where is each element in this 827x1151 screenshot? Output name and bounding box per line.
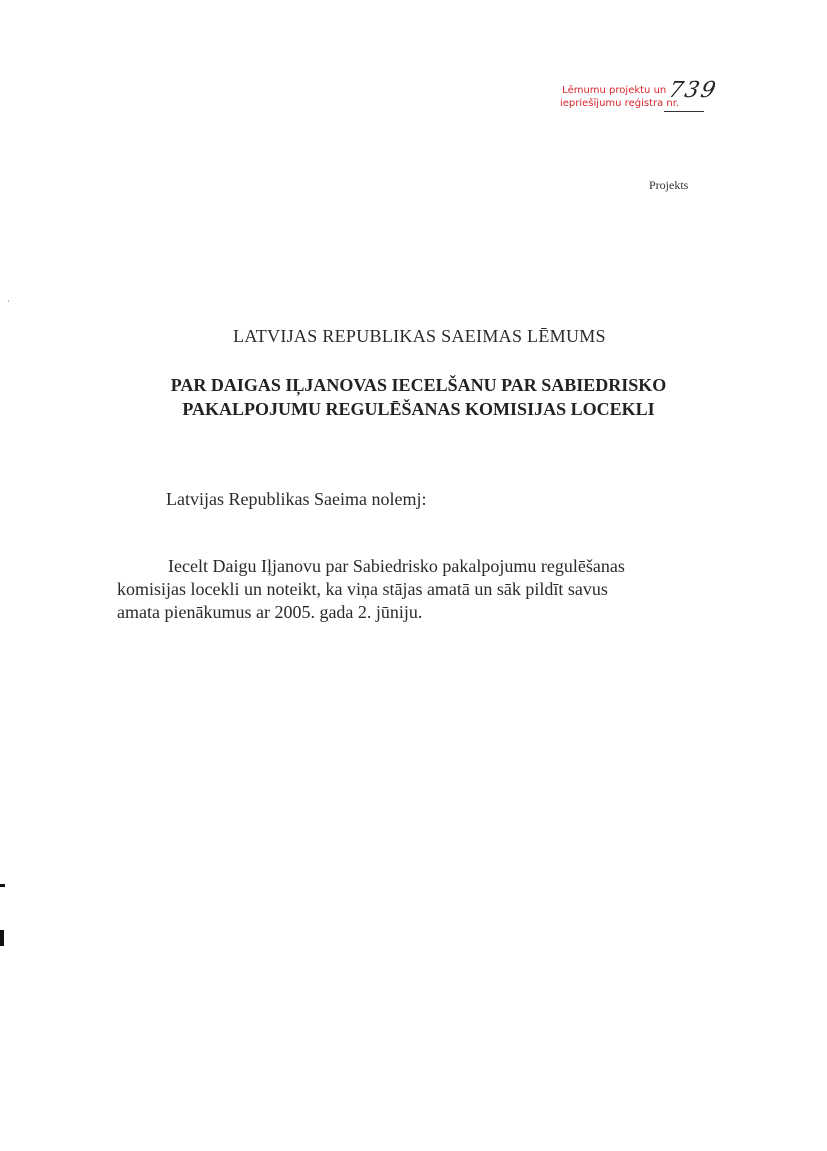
- decision-body: [117, 555, 677, 624]
- document-heading: LATVIJAS REPUBLIKAS SAEIMAS LĒMUMS: [233, 326, 606, 346]
- register-stamp: [556, 78, 726, 124]
- scan-artifact: [0, 930, 4, 946]
- scan-artifact: [0, 884, 5, 887]
- stamp-underline: [664, 111, 704, 112]
- decision-intro: Latvijas Republikas Saeima nolemj:: [166, 489, 427, 509]
- title-line: PAKALPOJUMU REGULĒŠANAS KOMISIJAS LOCEKLI: [182, 399, 655, 419]
- draft-label: Projekts: [649, 178, 689, 192]
- stamp-line-2: iepriešījumu reģistra nr.: [560, 98, 680, 109]
- stamp-line-1: Lēmumu projektu un: [562, 85, 667, 96]
- scan-artifact: [8, 300, 9, 302]
- stamp-register-number: 739: [666, 78, 720, 103]
- body-line: komisijas locekli un noteikt, ka viņa stājas amatā un sāk pildīt savus: [117, 579, 608, 599]
- title-line: PAR DAIGAS IĻJANOVAS IECELŠANU PAR SABIEDRISKO: [170, 375, 667, 395]
- body-line: Iecelt Daigu Iļjanovu par Sabiedrisko pakalpojumu regulēšanas: [168, 556, 625, 576]
- document-title: [0, 373, 827, 421]
- body-line: amata pienākumus ar 2005. gada 2. jūniju.: [117, 602, 423, 622]
